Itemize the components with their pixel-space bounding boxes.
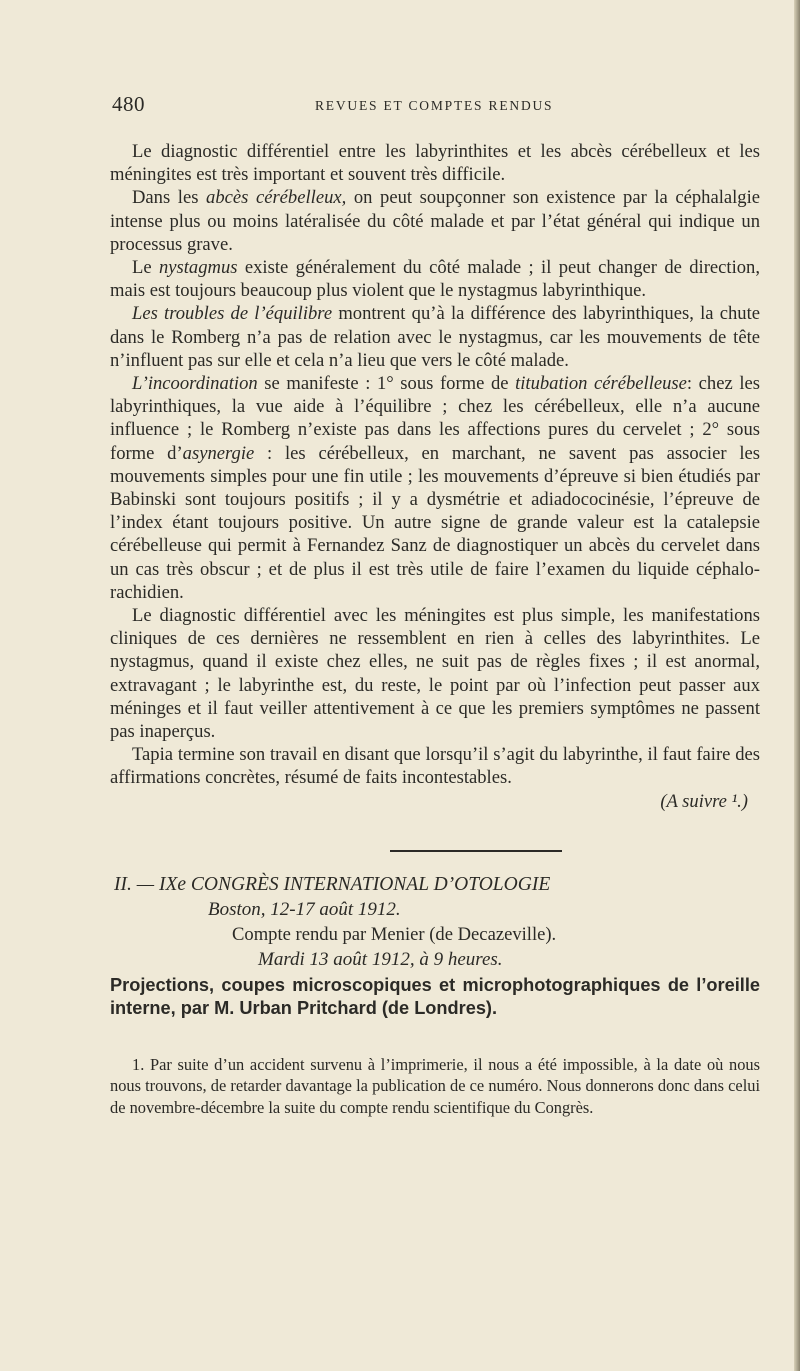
emphasis: L’incoordination [132,373,258,395]
page-edge [794,0,800,1371]
report-author: Compte rendu par Menier (de Decazeville). [232,923,557,945]
body-text [110,140,760,814]
emphasis: asynergie [182,442,255,464]
emphasis: titubation cérébelleuse [515,373,687,395]
paragraph: Le diagnostic différentiel avec les méningites est plus simple, les manifestations cliniques de ces dernières ne ressemblent en rien à celles des labyrinthites. Le nystagmus, quand il existe chez elles, ne suit pas de règles fixes ; il est anormal, extravagant ; le labyrinthe est, du reste, le point par où l’infection peut passer aux méninges et il faut veiller attentivement à ce que les premiers symptômes ne passent pas inaperçus. [110,605,760,743]
paragraph: Le diagnostic différentiel entre les labyrinthites et les abcès cérébelleux et les méningites est très important et souvent très difficile. [110,141,760,186]
paragraph: Le nystagmus existe généralement du côté malade ; il peut changer de direction, mais est toujours beaucoup plus violent que le nystagmus labyrinthique. [110,257,760,302]
paragraph: Les troubles de l’équilibre montrent qu’à la différence des labyrinthiques, la chute dans le Romberg n’a pas de relation avec le nystagmus, car les mouvements de tête n’influent pas sur elle et cela n’a lieu que vers le côté malade. [110,303,760,371]
emphasis: nystagmus [158,257,238,279]
footnote [110,1054,760,1119]
section-divider [390,850,562,852]
session-date: Mardi 13 août 1912, à 9 heures. [258,948,503,970]
to-be-continued: (A suivre ¹.) [660,790,748,812]
section-heading [110,872,760,1020]
paragraph: L’incoordination se manifeste : 1° sous forme de titubation cérébelleuse: chez les labyrinthiques, la vue aide à l’équilibre ; chez les cérébelleux, elle n’a aucune influence ; le Romberg n’existe pas dans les affections pures du cervelet ; 2° sous forme d’asynergie : les cérébelleux, en marchant, ne savent pas associer les mouvements simples pour une fin utile ; les mouvements d’épreuve si bien étudiés par Babinski sont toujours positifs ; il y a dysmétrie et adiadococinésie, l’épreuve de l’index étant toujours positive. Un autre signe de grande valeur est la catalepsie cérébelleuse qui permit à Fernandez Sanz de diagnostiquer un abcès du cervelet dans un cas très obscur ; et de plus il est très utile de faire l’examen du liquide céphalo-rachidien. [110,373,760,603]
communication-title: Projections, coupes microscopiques et microphotographiques de l’oreille interne, par M. Urban Pritchard (de Londres). [110,974,760,1018]
congress-title: II. — IXe CONGRÈS INTERNATIONAL D’OTOLOGIE [114,873,551,895]
running-head [110,92,760,122]
document-page [110,92,760,1119]
footnote-text: 1. Par suite d’un accident survenu à l’imprimerie, il nous a été impossible, à la date où nous nous trouvons, de retarder davantage la publication de ce numéro. Nous donnerons donc dans celui de novembre-décembre la suite du compte rendu scientifique du Congrès. [110,1054,760,1118]
emphasis: Les troubles de l’équilibre [132,303,333,325]
journal-title: REVUES ET COMPTES RENDUS [315,98,554,113]
paragraph: Tapia termine son travail en disant que lorsqu’il s’agit du labyrinthe, il faut faire des affirmations concrètes, résumé de faits incontestables. [110,744,760,789]
page-number: 480 [112,92,145,116]
congress-place-date: Boston, 12-17 août 1912. [208,898,401,920]
paragraph: Dans les abcès cérébelleux, on peut soupçonner son existence par la céphalalgie intense plus ou moins latéralisée du côté malade et par l’état général qui indique un processus grave. [110,187,761,255]
emphasis: abcès cérébelleux, [206,187,347,209]
